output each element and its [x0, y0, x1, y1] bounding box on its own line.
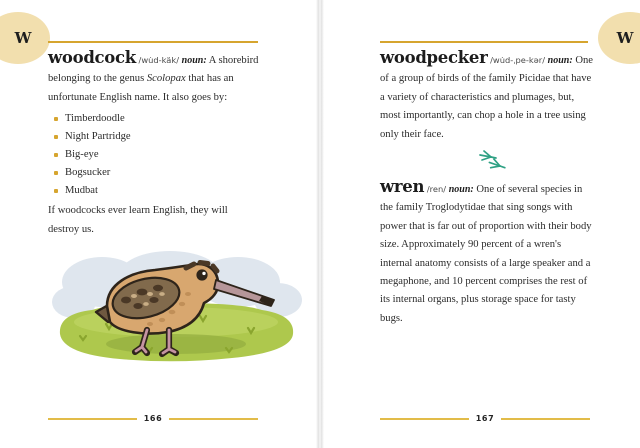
entry-woodcock-genus: Scolopax	[146, 73, 186, 85]
letter-tab-right-label: W	[616, 29, 634, 47]
entry-woodpecker	[380, 49, 593, 144]
footer-rule	[48, 418, 137, 420]
alias-item: Big-eye	[65, 146, 261, 164]
left-page-footer	[48, 414, 258, 423]
woodcock-alias-list	[48, 110, 261, 200]
page-number-right: 167	[475, 414, 495, 423]
entry-wren-pos: noun:	[448, 184, 474, 196]
right-page-column	[380, 49, 593, 328]
entry-woodcock-pronunciation: /wu̇d-käk/	[138, 55, 179, 65]
letter-tab-right	[598, 12, 640, 64]
entry-wren-word: wren	[380, 177, 425, 197]
footer-rule	[380, 418, 469, 420]
footer-rule	[501, 418, 590, 420]
header-rule-right	[380, 41, 588, 43]
right-page-footer	[380, 414, 590, 423]
woodcock-closing-line: If woodcocks ever learn English, they will destroy us.	[48, 205, 228, 235]
entry-wren-pronunciation: /ren/	[426, 184, 447, 195]
entry-woodcock	[48, 49, 261, 107]
alias-item: Night Partridge	[65, 128, 261, 146]
alias-item: Timberdoodle	[65, 110, 261, 128]
letter-tab-left-label: W	[14, 29, 32, 47]
footer-rule	[169, 418, 258, 420]
entry-woodpecker-definition: One of a group of birds of the family Picidae that have a variety of characteristics and plumages, but, most importantly, can chop a hole in a tree using only their face.	[380, 55, 593, 140]
entry-woodpecker-word: woodpecker	[380, 48, 488, 67]
entry-wren	[380, 178, 593, 328]
entry-woodcock-definition-end: that has an unfortunate English name. It also goes by:	[48, 73, 234, 103]
entry-woodpecker-pos: noun:	[547, 55, 573, 66]
entry-woodpecker-pronunciation: /wu̇d-ˌpe-kər/	[490, 55, 545, 65]
header-rule-left	[48, 41, 258, 43]
bird-tracks-icon	[380, 150, 593, 174]
letter-tab-left	[0, 12, 50, 64]
entry-woodcock-pos: noun:	[181, 55, 207, 66]
page-number-left: 166	[143, 414, 163, 423]
entry-woodcock-definition-start: A shorebird belonging to the genus	[48, 55, 259, 85]
woodcock-illustration	[50, 248, 302, 368]
entry-wren-definition: One of several species in the family Troglodytidae that sing songs with power that is far out of proportion with their body size. Approximately 90 percent of a wren's internal anatomy consists of a large speaker and a megaphone, and 10 percent comprises the rest of its internal organs, plus storage space for tasty bugs.	[380, 184, 592, 324]
alias-item: Mudbat	[65, 182, 261, 200]
woodcock-cartoon-svg	[50, 248, 302, 368]
left-page-column	[48, 49, 261, 239]
page-gutter	[316, 0, 324, 448]
entry-woodcock-word: woodcock	[48, 48, 136, 67]
alias-item: Bogsucker	[65, 164, 261, 182]
